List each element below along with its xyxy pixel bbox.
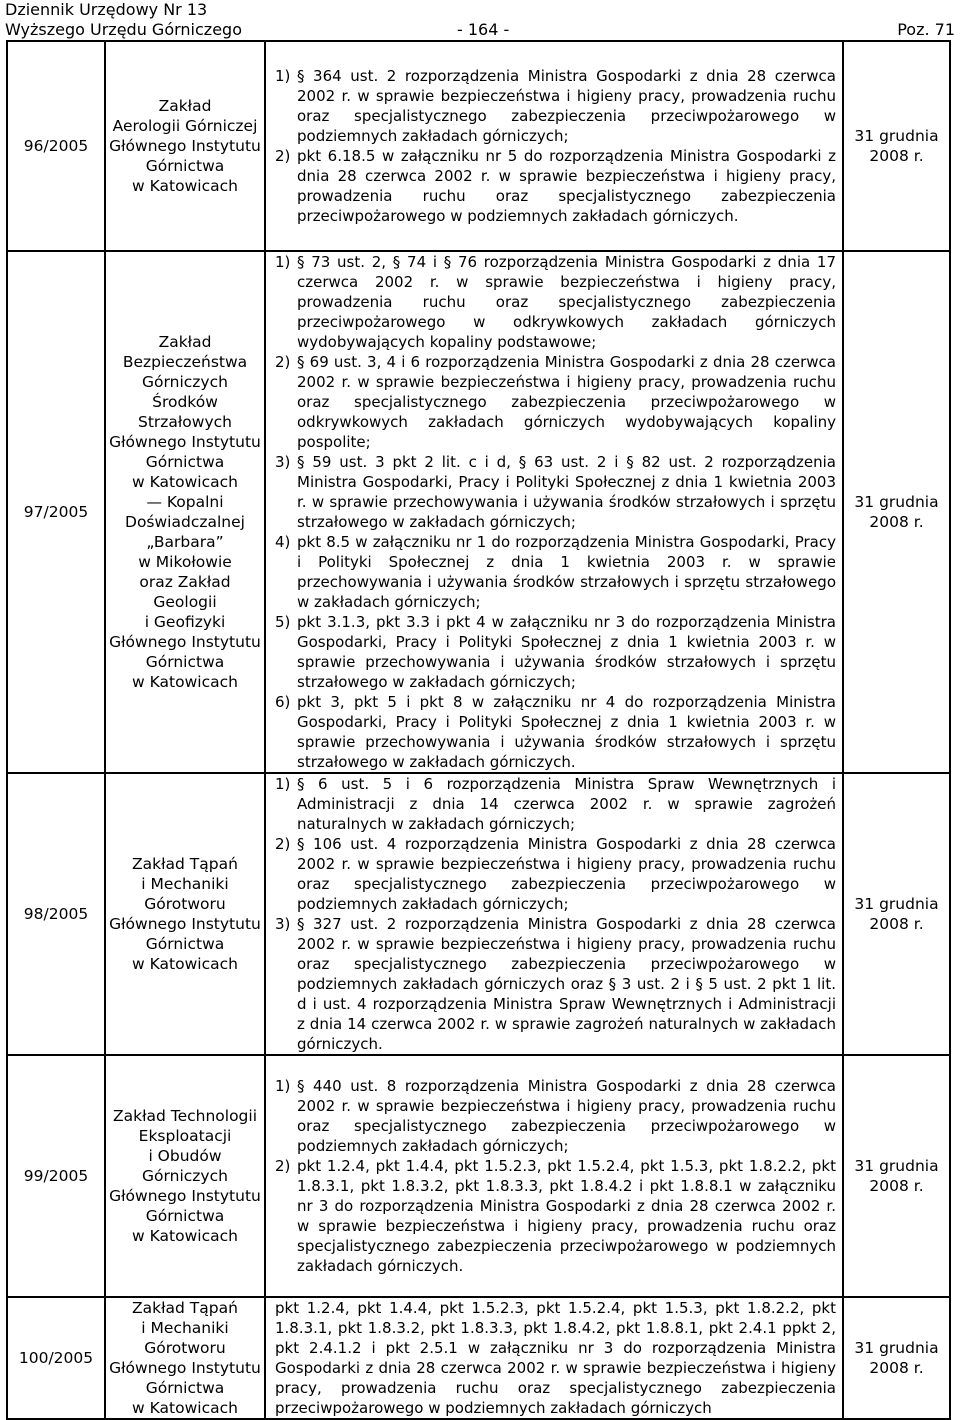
- provision-item: [275, 914, 836, 1054]
- unit-name-line: Górnictwa: [145, 1379, 225, 1397]
- unit-name-line: i Geofizyki: [144, 613, 226, 631]
- unit-name-line: Górnictwa: [145, 1207, 225, 1225]
- provision-item-text: § 73 ust. 2, § 74 i § 76 rozporządzenia Ministra Gospodarki z dnia 17 czerwca 2002 r. w sprawie bezpieczeństwa i higieny pracy, prowadzenia ruchu oraz specjalistycznego zabezpieczenia przeciwpożarowego w odkrywkowych zakładach górniczych wydobywających kopaliny podstawowe;: [297, 253, 836, 351]
- provisions-cell: [265, 1297, 843, 1419]
- unit-name-line: Głównego Instytutu: [109, 433, 261, 451]
- unit-name-line: Górnictwa: [145, 453, 225, 471]
- provision-item: [275, 774, 836, 834]
- provision-item-text: pkt 3, pkt 5 i pkt 8 w załączniku nr 4 do rozporządzenia Ministra Gospodarki, Pracy i Polityki Społecznej z dnia 1 kwietnia 2003 r. w sprawie przechowywania i używania środków strzałowych i sprzętu strzałowego w zakładach górniczych.: [297, 693, 836, 771]
- provision-item-text: § 364 ust. 2 rozporządzenia Ministra Gospodarki z dnia 28 czerwca 2002 r. w sprawie bezpieczeństwa i higieny pracy, prowadzenia ruchu oraz specjalistycznego zabezpieczenia przeciwpożarowego w podziemnych zakładach górniczych;: [297, 67, 836, 145]
- provision-item: [275, 252, 836, 352]
- unit-name-line: Środków: [152, 393, 218, 411]
- validity-date: [843, 1055, 950, 1297]
- provision-item-label: 5): [275, 613, 291, 631]
- unit-name-line: Górotworu: [144, 1339, 226, 1357]
- validity-date-line: 2008 r.: [869, 915, 924, 933]
- validity-date-line: 31 grudnia: [854, 895, 939, 913]
- validity-date-line: 31 grudnia: [854, 493, 939, 511]
- provision-item-label: 2): [275, 353, 291, 371]
- provision-item-text: pkt 6.18.5 w załączniku nr 5 do rozporządzenia Ministra Gospodarki z dnia 28 czerwca 2002 r. w sprawie bezpieczeństwa i higieny pracy, prowadzenia ruchu oraz specjalistycznego zabezpieczenia przeciwpożarowego w podziemnych zakładach górniczych.: [297, 147, 836, 225]
- decision-number: 99/2005: [7, 1055, 105, 1297]
- provision-item-text: § 106 ust. 4 rozporządzenia Ministra Gospodarki z dnia 28 czerwca 2002 r. w sprawie bezpieczeństwa i higieny pracy, prowadzenia ruchu oraz specjalistycznego zabezpieczenia przeciwpożarowego w podziemnych zakładach górniczych;: [297, 835, 836, 913]
- validity-date: [843, 1297, 950, 1419]
- table-row: [7, 41, 950, 251]
- table-row: [7, 773, 950, 1055]
- unit-name-line: Eksploatacji: [138, 1127, 232, 1145]
- journal-publisher: Wyższego Urzędu Górniczego: [5, 20, 242, 39]
- unit-name-line: w Katowicach: [132, 473, 238, 491]
- unit-name-line: Zakład Tąpań: [132, 1299, 238, 1317]
- provision-item-label: 1): [275, 775, 291, 793]
- provision-item-text: pkt 1.2.4, pkt 1.4.4, pkt 1.5.2.3, pkt 1.5.2.4, pkt 1.5.3, pkt 1.8.2.2, pkt 1.8.3.1, pkt 1.8.3.2, pkt 1.8.3.3, pkt 1.8.4.2 i pkt 1.8.8.1 w załączniku nr 3 do rozporządzenia Ministra Gospodarki z dnia 28 czerwca 2002 r. w sprawie bezpieczeństwa i higieny pracy, prowadzenia ruchu oraz specjalistycznego zabezpieczenia przeciwpożarowego w podziemnych zakładach górniczych.: [297, 1157, 836, 1275]
- journal-title: Dziennik Urzędowy Nr 13: [5, 0, 208, 19]
- unit-name-line: w Katowicach: [132, 673, 238, 691]
- provision-item: [275, 1076, 836, 1156]
- unit-name-line: Górniczych: [142, 1167, 228, 1185]
- provision-item-text: § 327 ust. 2 rozporządzenia Ministra Gospodarki z dnia 28 czerwca 2002 r. w sprawie bezpieczeństwa i higieny pracy, prowadzenia ruchu oraz specjalistycznego zabezpieczenia przeciwpożarowego w podziemnych zakładach górniczych oraz § 3 ust. 2 i § 5 ust. 2 pkt 1 lit. d i ust. 4 rozporządzenia Ministra Spraw Wewnętrznych i Administracji z dnia 14 czerwca 2002 r. w sprawie zagrożeń naturalnych w zakładach górniczych.: [297, 915, 836, 1053]
- unit-name: [105, 251, 265, 773]
- provision-item-text: pkt 8.5 w załączniku nr 1 do rozporządzenia Ministra Gospodarki, Pracy i Polityki Społecznej z dnia 1 kwietnia 2003 r. w sprawie przechowywania i używania środków strzałowych i sprzętu strzałowego w zakładach górniczych;: [297, 533, 836, 611]
- validity-date: [843, 251, 950, 773]
- unit-name-line: i Mechaniki: [141, 1319, 229, 1337]
- page-number: - 164 -: [457, 20, 510, 39]
- unit-name-line: Doświadczalnej: [125, 513, 245, 531]
- provision-item-label: 6): [275, 693, 291, 711]
- validity-date: [843, 41, 950, 251]
- unit-name-line: Zakład Tąpań: [132, 855, 238, 873]
- unit-name-line: Górnictwa: [145, 157, 225, 175]
- provision-item-label: 2): [275, 147, 291, 165]
- unit-name-line: Aerologii Górniczej: [112, 117, 258, 135]
- provision-item: [275, 146, 836, 226]
- provision-text: pkt 1.2.4, pkt 1.4.4, pkt 1.5.2.3, pkt 1.5.2.4, pkt 1.5.3, pkt 1.8.2.2, pkt 1.8.3.1, pkt 1.8.3.2, pkt 1.8.3.3, pkt 1.8.4.2, pkt 1.8.8.1, pkt 2.4.1 ppkt 2, pkt 2.4.1.2 i pkt 2.5.1 w załączniku nr 3 do rozporządzenia Ministra Gospodarki z dnia 28 czerwca 2002 r. w sprawie bezpieczeństwa i higieny pracy, prowadzenia ruchu oraz specjalistycznego zabezpieczenia przeciwpożarowego w podziemnych zakładach górniczych: [275, 1299, 836, 1417]
- provision-item: [275, 612, 836, 692]
- provision-item-label: 2): [275, 1157, 291, 1175]
- provision-item-label: 1): [275, 1077, 291, 1095]
- unit-name: [105, 1055, 265, 1297]
- unit-name-line: Bezpieczeństwa: [122, 353, 248, 371]
- decision-number: 96/2005: [7, 41, 105, 251]
- unit-name-line: Zakład: [158, 97, 212, 115]
- provision-item-label: 3): [275, 453, 291, 471]
- unit-name-line: w Mikołowie: [138, 553, 232, 571]
- unit-name-line: Górnictwa: [145, 653, 225, 671]
- provision-item: [275, 352, 836, 452]
- provision-item: [275, 1156, 836, 1276]
- provision-item-text: § 440 ust. 8 rozporządzenia Ministra Gospodarki z dnia 28 czerwca 2002 r. w sprawie bezpieczeństwa i higieny pracy, prowadzenia ruchu oraz specjalistycznego zabezpieczenia przeciwpożarowego w podziemnych zakładach górniczych;: [297, 1077, 836, 1155]
- provision-item-text: § 59 ust. 3 pkt 2 lit. c i d, § 63 ust. 2 i § 82 ust. 2 rozporządzenia Ministra Gospodarki, Pracy i Polityki Społecznej z dnia 1 kwietnia 2003 r. w sprawie przechowywania i używania środków strzałowych i sprzętu strzałowego w zakładach górniczych;: [297, 453, 836, 531]
- validity-date-line: 31 grudnia: [854, 127, 939, 145]
- permits-table: [6, 40, 951, 1420]
- validity-date-line: 31 grudnia: [854, 1157, 939, 1175]
- unit-name-line: Górniczych: [142, 373, 228, 391]
- unit-name-line: — Kopalni: [146, 493, 224, 511]
- table-row: [7, 251, 950, 773]
- unit-name-line: oraz Zakład Geologii: [139, 573, 231, 611]
- unit-name-line: Górnictwa: [145, 935, 225, 953]
- validity-date: [843, 773, 950, 1055]
- provision-item-text: § 69 ust. 3, 4 i 6 rozporządzenia Ministra Gospodarki z dnia 28 czerwca 2002 r. w sprawie bezpieczeństwa i higieny pracy, prowadzenia ruchu oraz specjalistycznego zabezpieczenia przeciwpożarowego w odkrywkowych zakładach górniczych wydobywających kopaliny pospolite;: [297, 353, 836, 451]
- unit-name-line: Górotworu: [144, 895, 226, 913]
- validity-date-line: 2008 r.: [869, 1177, 924, 1195]
- validity-date-line: 31 grudnia: [854, 1339, 939, 1357]
- unit-name-line: w Katowicach: [132, 955, 238, 973]
- unit-name-line: Zakład: [158, 333, 212, 351]
- unit-name-line: Strzałowych: [137, 413, 232, 431]
- provision-item-label: 4): [275, 533, 291, 551]
- unit-name: [105, 773, 265, 1055]
- provision-item: [275, 452, 836, 532]
- provision-item: [275, 532, 836, 612]
- provision-item: [275, 66, 836, 146]
- decision-number: 98/2005: [7, 773, 105, 1055]
- provision-item-text: § 6 ust. 5 i 6 rozporządzenia Ministra Spraw Wewnętrznych i Administracji z dnia 14 czerwca 2002 r. w sprawie zagrożeń naturalnych w zakładach górniczych;: [297, 775, 836, 833]
- unit-name-line: „Barbara”: [146, 533, 224, 551]
- validity-date-line: 2008 r.: [869, 147, 924, 165]
- provision-item: [275, 834, 836, 914]
- provision-item-text: pkt 3.1.3, pkt 3.3 i pkt 4 w załączniku nr 3 do rozporządzenia Ministra Gospodarki, Pracy i Polityki Społecznej z dnia 1 kwietnia 2003 r. w sprawie przechowywania i używania środków strzałowych i sprzętu strzałowego w zakładach górniczych;: [297, 613, 836, 691]
- unit-name-line: Głównego Instytutu: [109, 1187, 261, 1205]
- provision-item: [275, 692, 836, 772]
- unit-name-line: Głównego Instytutu: [109, 137, 261, 155]
- table-row: [7, 1297, 950, 1419]
- provisions-cell: [265, 251, 843, 773]
- provision-item-label: 1): [275, 67, 291, 85]
- provisions-cell: [265, 41, 843, 251]
- page-header: [5, 0, 955, 42]
- provisions-cell: [265, 1055, 843, 1297]
- provision-item-label: 2): [275, 835, 291, 853]
- validity-date-line: 2008 r.: [869, 1359, 924, 1377]
- unit-name: [105, 41, 265, 251]
- unit-name: [105, 1297, 265, 1419]
- unit-name-line: Głównego Instytutu: [109, 633, 261, 651]
- unit-name-line: w Katowicach: [132, 177, 238, 195]
- provisions-cell: [265, 773, 843, 1055]
- decision-number: 100/2005: [7, 1297, 105, 1419]
- unit-name-line: Głównego Instytutu: [109, 915, 261, 933]
- validity-date-line: 2008 r.: [869, 513, 924, 531]
- position-number: Poz. 71: [897, 20, 955, 39]
- provision-item-label: 1): [275, 253, 291, 271]
- unit-name-line: w Katowicach: [132, 1227, 238, 1245]
- unit-name-line: w Katowicach: [132, 1399, 238, 1417]
- unit-name-line: Zakład Technologii: [112, 1107, 258, 1125]
- unit-name-line: i Mechaniki: [141, 875, 229, 893]
- unit-name-line: i Obudów: [148, 1147, 222, 1165]
- unit-name-line: Głównego Instytutu: [109, 1359, 261, 1377]
- table-row: [7, 1055, 950, 1297]
- decision-number: 97/2005: [7, 251, 105, 773]
- provision-item-label: 3): [275, 915, 291, 933]
